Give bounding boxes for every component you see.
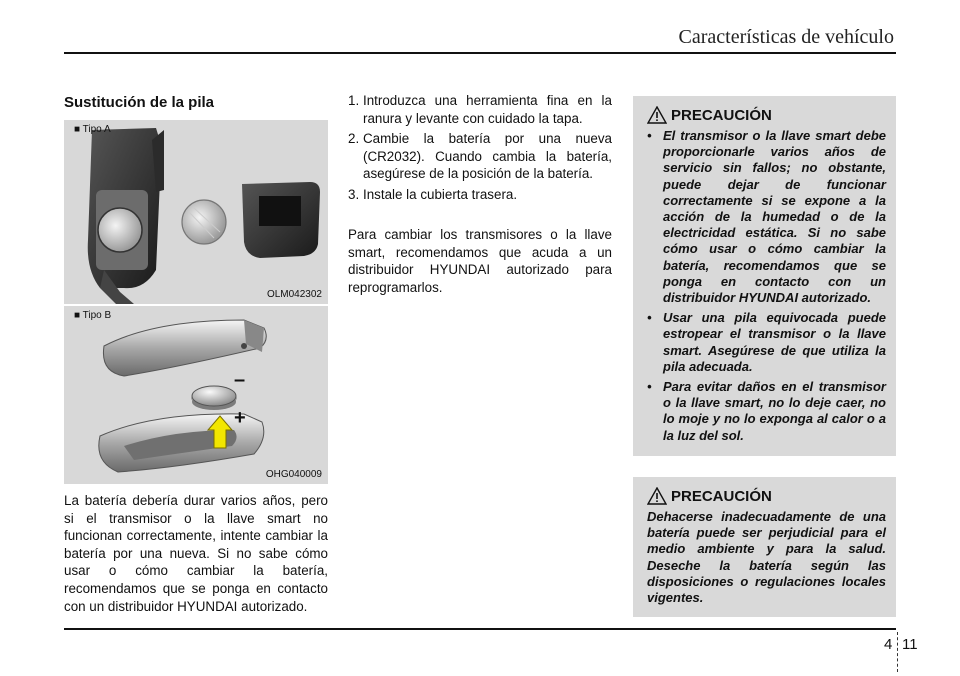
footer-divider (897, 632, 898, 672)
step-item (348, 186, 612, 204)
figure-a-label-text: Tipo A (82, 124, 111, 135)
figure-a-label: ■ Tipo A (74, 124, 111, 135)
caution-item-text: Usar una pila equivocada puede estropear el transmisor o la llave smart. Asegúrese de que utiliza la pila adecuada. (663, 310, 886, 374)
reprogramming-paragraph: Para cambiar los transmisores o la llave smart, recomendamos que acuda a un distribuidor HYUNDAI autorizado para reprogramarlos. (348, 227, 612, 295)
battery-life-paragraph: La batería debería durar varios años, pero si el transmisor o la llave smart no funcionan correctamente, intente cambiar la batería por una nueva. Si no sabe cómo usar o cómo cambiar la batería, recomendamos que se ponga en contacto con un distribuidor HYUNDAI autorizado. (64, 493, 328, 614)
plus-sign: + (234, 407, 246, 429)
figure-type-a (64, 120, 328, 304)
bullet: • (647, 379, 652, 395)
warning-triangle-icon (647, 106, 667, 124)
key-type-b-illustration (64, 306, 328, 484)
step-number: 3. (348, 186, 360, 202)
figure-b-label-text: Tipo B (82, 310, 112, 321)
caution-text: Dehacerse inadecuadamente de una batería puede ser perjudicial para el medio ambiente y para la salud. Deseche la batería según las disposiciones o regulaciones locales vigentes. (647, 509, 886, 606)
key-type-a-illustration (64, 120, 328, 304)
section-title: Sustitución de la pila (64, 94, 215, 111)
header-rule (64, 52, 896, 54)
caution-item (647, 128, 886, 306)
figure-b-code: OHG040009 (265, 469, 322, 480)
step-item (348, 130, 612, 183)
step-text: Instale la cubierta trasera. (363, 186, 518, 202)
figure-b-label: ■ Tipo B (74, 310, 112, 321)
chapter-number: 4 (884, 636, 893, 653)
footer-rule (64, 628, 896, 630)
step-number: 1. (348, 93, 360, 108)
caution-box-transmitter (633, 96, 896, 456)
step-item (348, 92, 612, 127)
step-text: Cambie la batería por una nueva (CR2032). Cuando cambia la batería, asegúrese de la posición de la batería. (363, 131, 612, 182)
warning-triangle-icon (647, 487, 667, 505)
running-header: Características de vehículo (678, 26, 894, 48)
page-number: 11 (902, 636, 918, 653)
figure-type-b (64, 306, 328, 484)
caution-item-text: El transmisor o la llave smart debe proporcionarle varios años de servicio sin fallos; no obstante, puede dejar de funcionar correctamente si se expone a la acción de la humedad o de la electricidad estática. Si no sabe cómo usar o cómo cambiar la batería, recomendamos que se ponga en contacto con un distribuidor HYUNDAI autorizado. (663, 128, 886, 306)
replacement-steps (348, 92, 612, 207)
minus-sign: – (234, 369, 246, 391)
caution-title: PRECAUCIÓN (671, 487, 772, 505)
step-text: Introduzca una herramienta fina en la ranura y levante con cuidado la tapa. (363, 93, 612, 126)
bullet: • (647, 128, 652, 143)
caution-list (647, 128, 886, 444)
caution-item (647, 310, 886, 375)
bullet: • (647, 310, 652, 326)
caution-header (647, 487, 886, 505)
step-number: 2. (348, 131, 360, 147)
caution-box-disposal (633, 477, 896, 617)
caution-item (647, 379, 886, 444)
caution-header (647, 106, 886, 124)
figure-a-code: OLM042302 (266, 289, 322, 300)
caution-item-text: Para evitar daños en el transmisor o la llave smart, no lo deje caer, no lo moje y no lo exponga al calor o a la luz del sol. (663, 379, 886, 443)
caution-title: PRECAUCIÓN (671, 106, 772, 124)
